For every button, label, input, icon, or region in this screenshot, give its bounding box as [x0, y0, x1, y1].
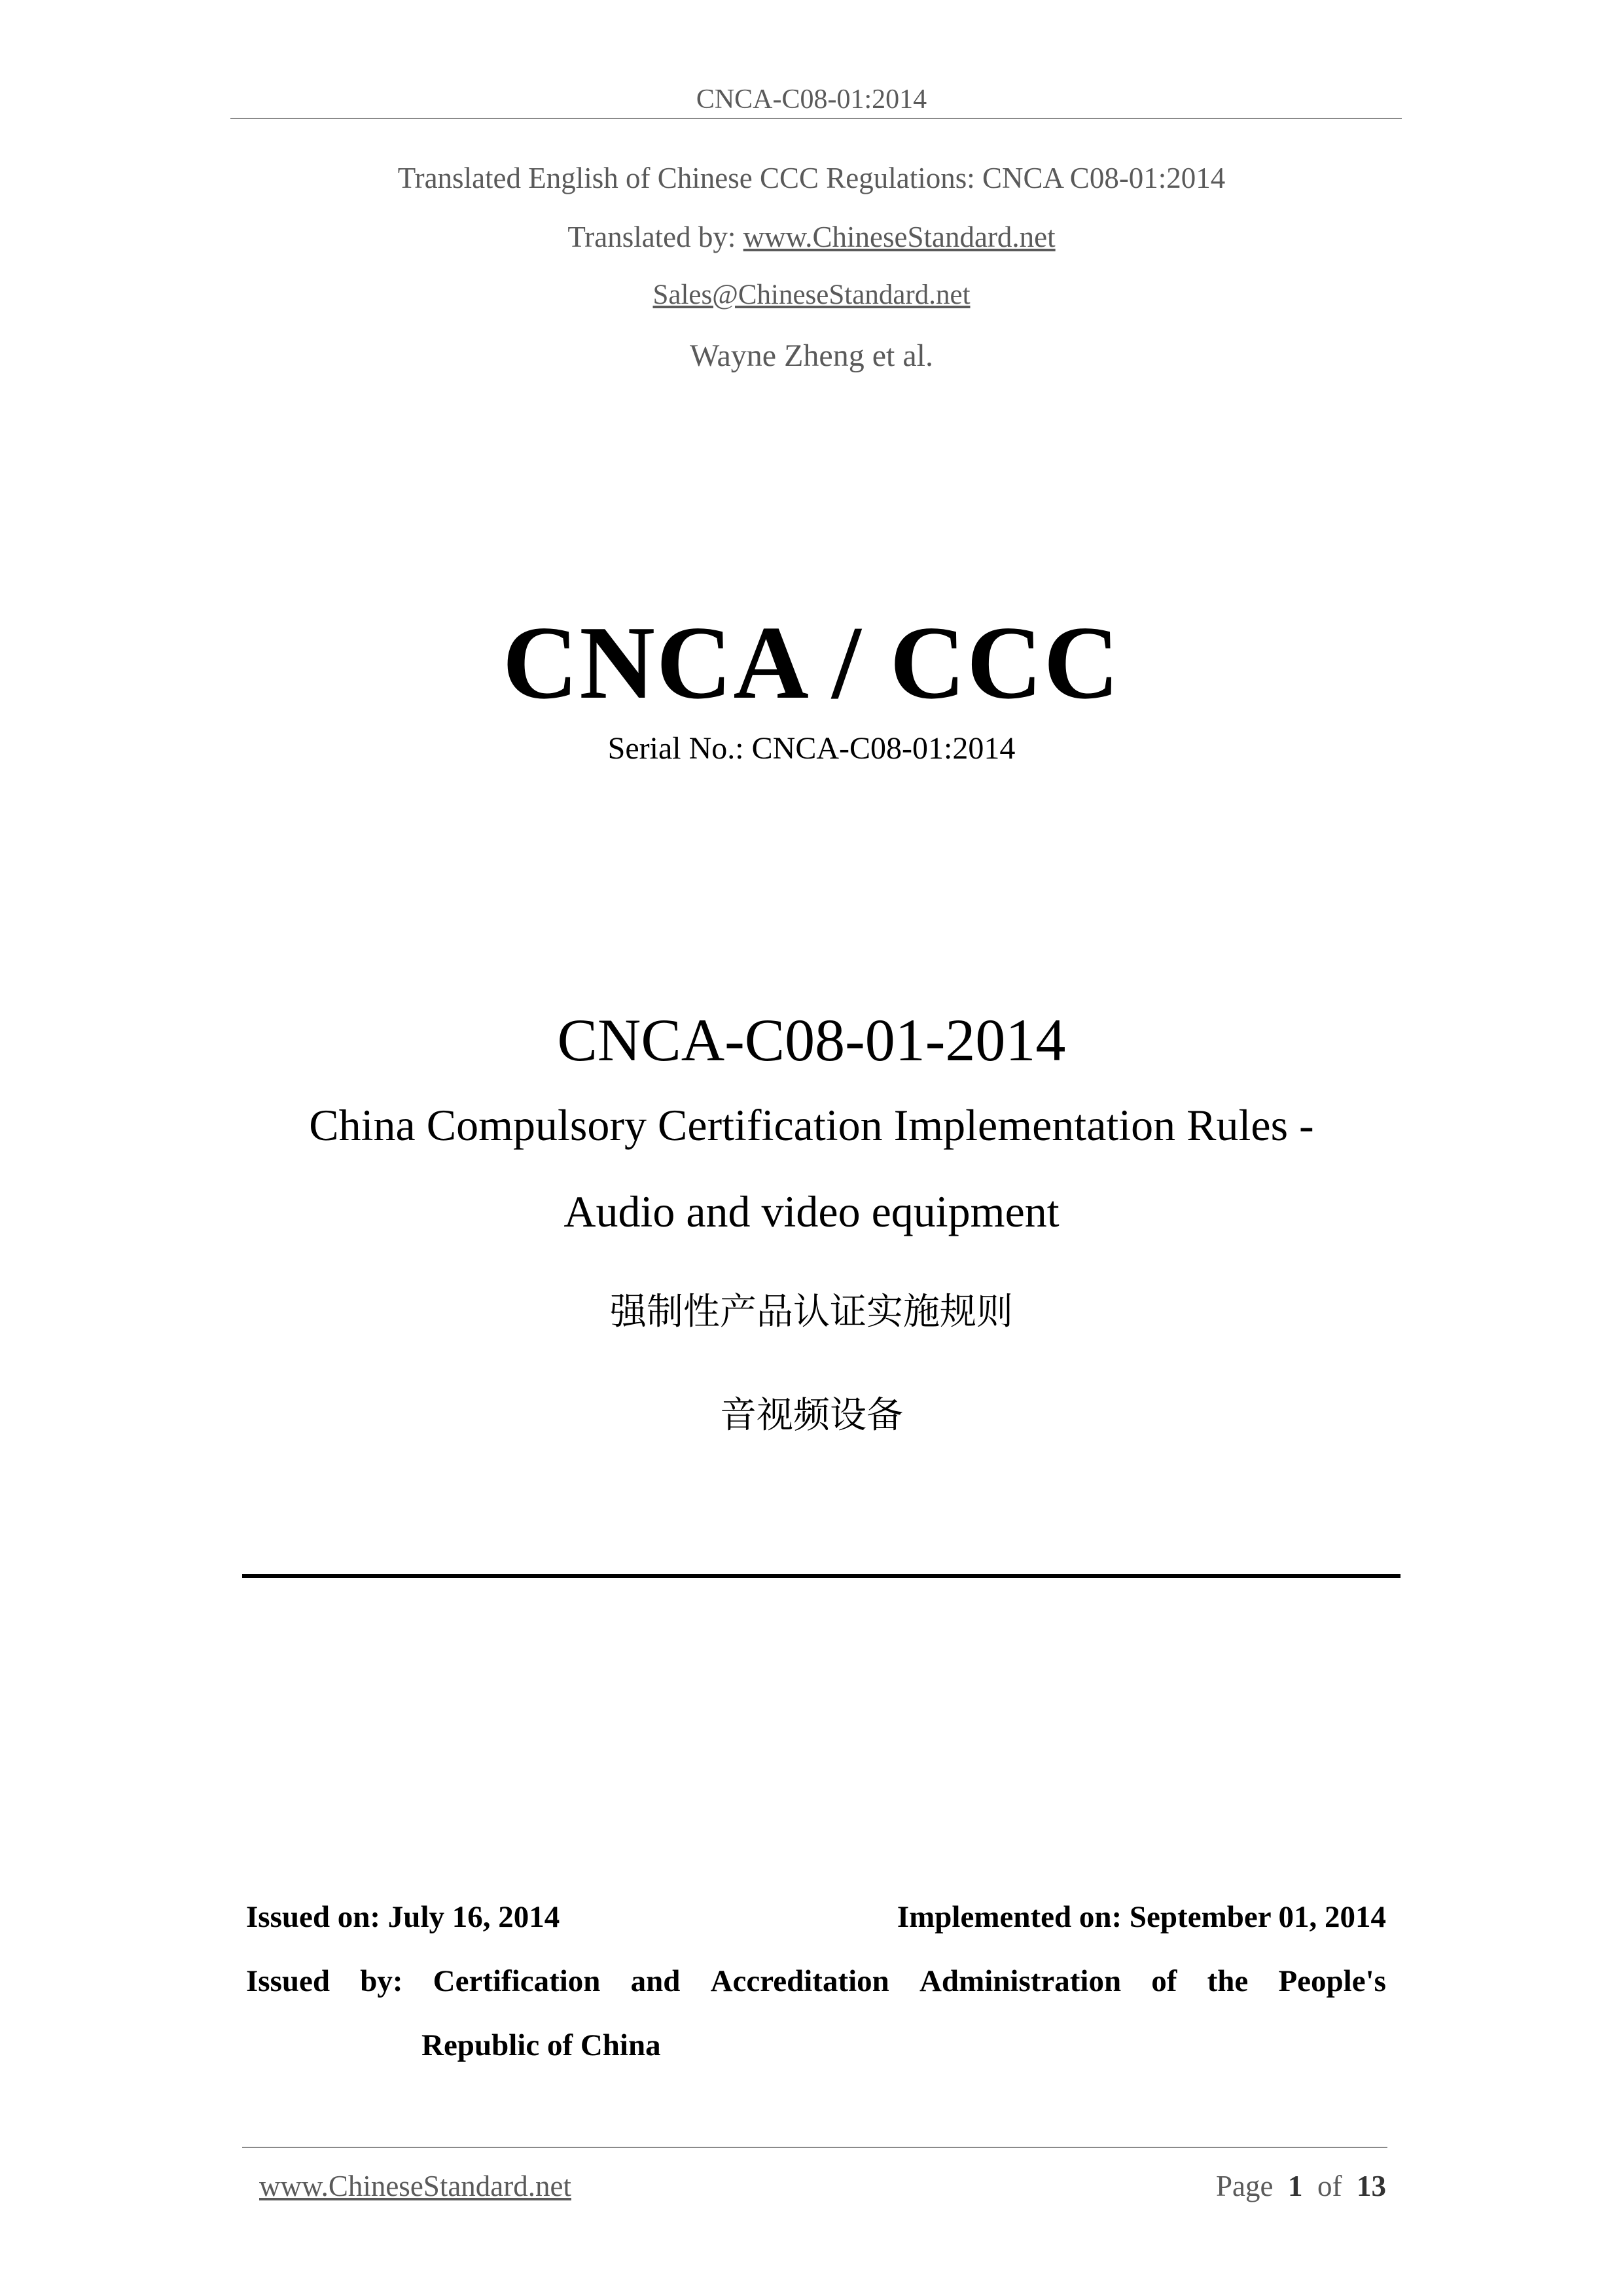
translation-note: Translated English of Chinese CCC Regulations: CNCA C08-01:2014 [397, 162, 1226, 194]
issued-on-date: Issued on: July 16, 2014 [246, 1900, 560, 1934]
serial-number: Serial No.: CNCA-C08-01:2014 [607, 731, 1016, 766]
footer-website [259, 2169, 571, 2203]
footer-divider [242, 2147, 1387, 2148]
standard-code: CNCA-C08-01-2014 [557, 1007, 1066, 1073]
running-header: CNCA-C08-01:2014 [696, 84, 927, 115]
translated-by-label: Translated by: [567, 221, 743, 253]
issued-by-word: of [1151, 1964, 1177, 1998]
header-divider [230, 118, 1402, 119]
page-label: Page [1216, 2170, 1274, 2202]
translated-by-line [0, 220, 1623, 254]
english-title-line-1: China Compulsory Certification Implementation Rules - [309, 1100, 1314, 1150]
issued-by-line-1 [246, 1964, 1386, 1999]
implemented-on-date: Implemented on: September 01, 2014 [897, 1900, 1386, 1934]
issued-by-word: the [1207, 1964, 1249, 1998]
issued-by-word: People's [1278, 1964, 1386, 1998]
issued-by-word: and [630, 1964, 681, 1998]
sales-email-link[interactable]: Sales@ChineseStandard.net [652, 279, 971, 310]
title-divider [242, 1574, 1400, 1578]
email-line [0, 279, 1623, 311]
chinese-title-line-1: 强制性产品认证实施规则 [610, 1291, 1013, 1333]
issued-by-word: by: [360, 1964, 403, 1998]
document-main-title: CNCA / CCC [502, 604, 1121, 721]
english-title-line-2: Audio and video equipment [563, 1187, 1060, 1236]
translator-website-link[interactable]: www.ChineseStandard.net [743, 221, 1056, 253]
issued-by-line-2: Republic of China [421, 2028, 661, 2062]
issued-by-word: Administration [919, 1964, 1122, 1998]
issued-by-word: Accreditation [710, 1964, 889, 1998]
translator-names: Wayne Zheng et al. [690, 338, 933, 373]
chinese-title-line-2: 音视频设备 [720, 1394, 903, 1437]
page-total: 13 [1357, 2170, 1386, 2202]
footer-website-link[interactable]: www.ChineseStandard.net [259, 2170, 571, 2202]
page-current: 1 [1288, 2170, 1303, 2202]
issued-by-word: Certification [433, 1964, 601, 1998]
page-indicator [1216, 2169, 1386, 2203]
of-label: of [1317, 2170, 1342, 2202]
issued-by-word: Issued [246, 1964, 330, 1998]
